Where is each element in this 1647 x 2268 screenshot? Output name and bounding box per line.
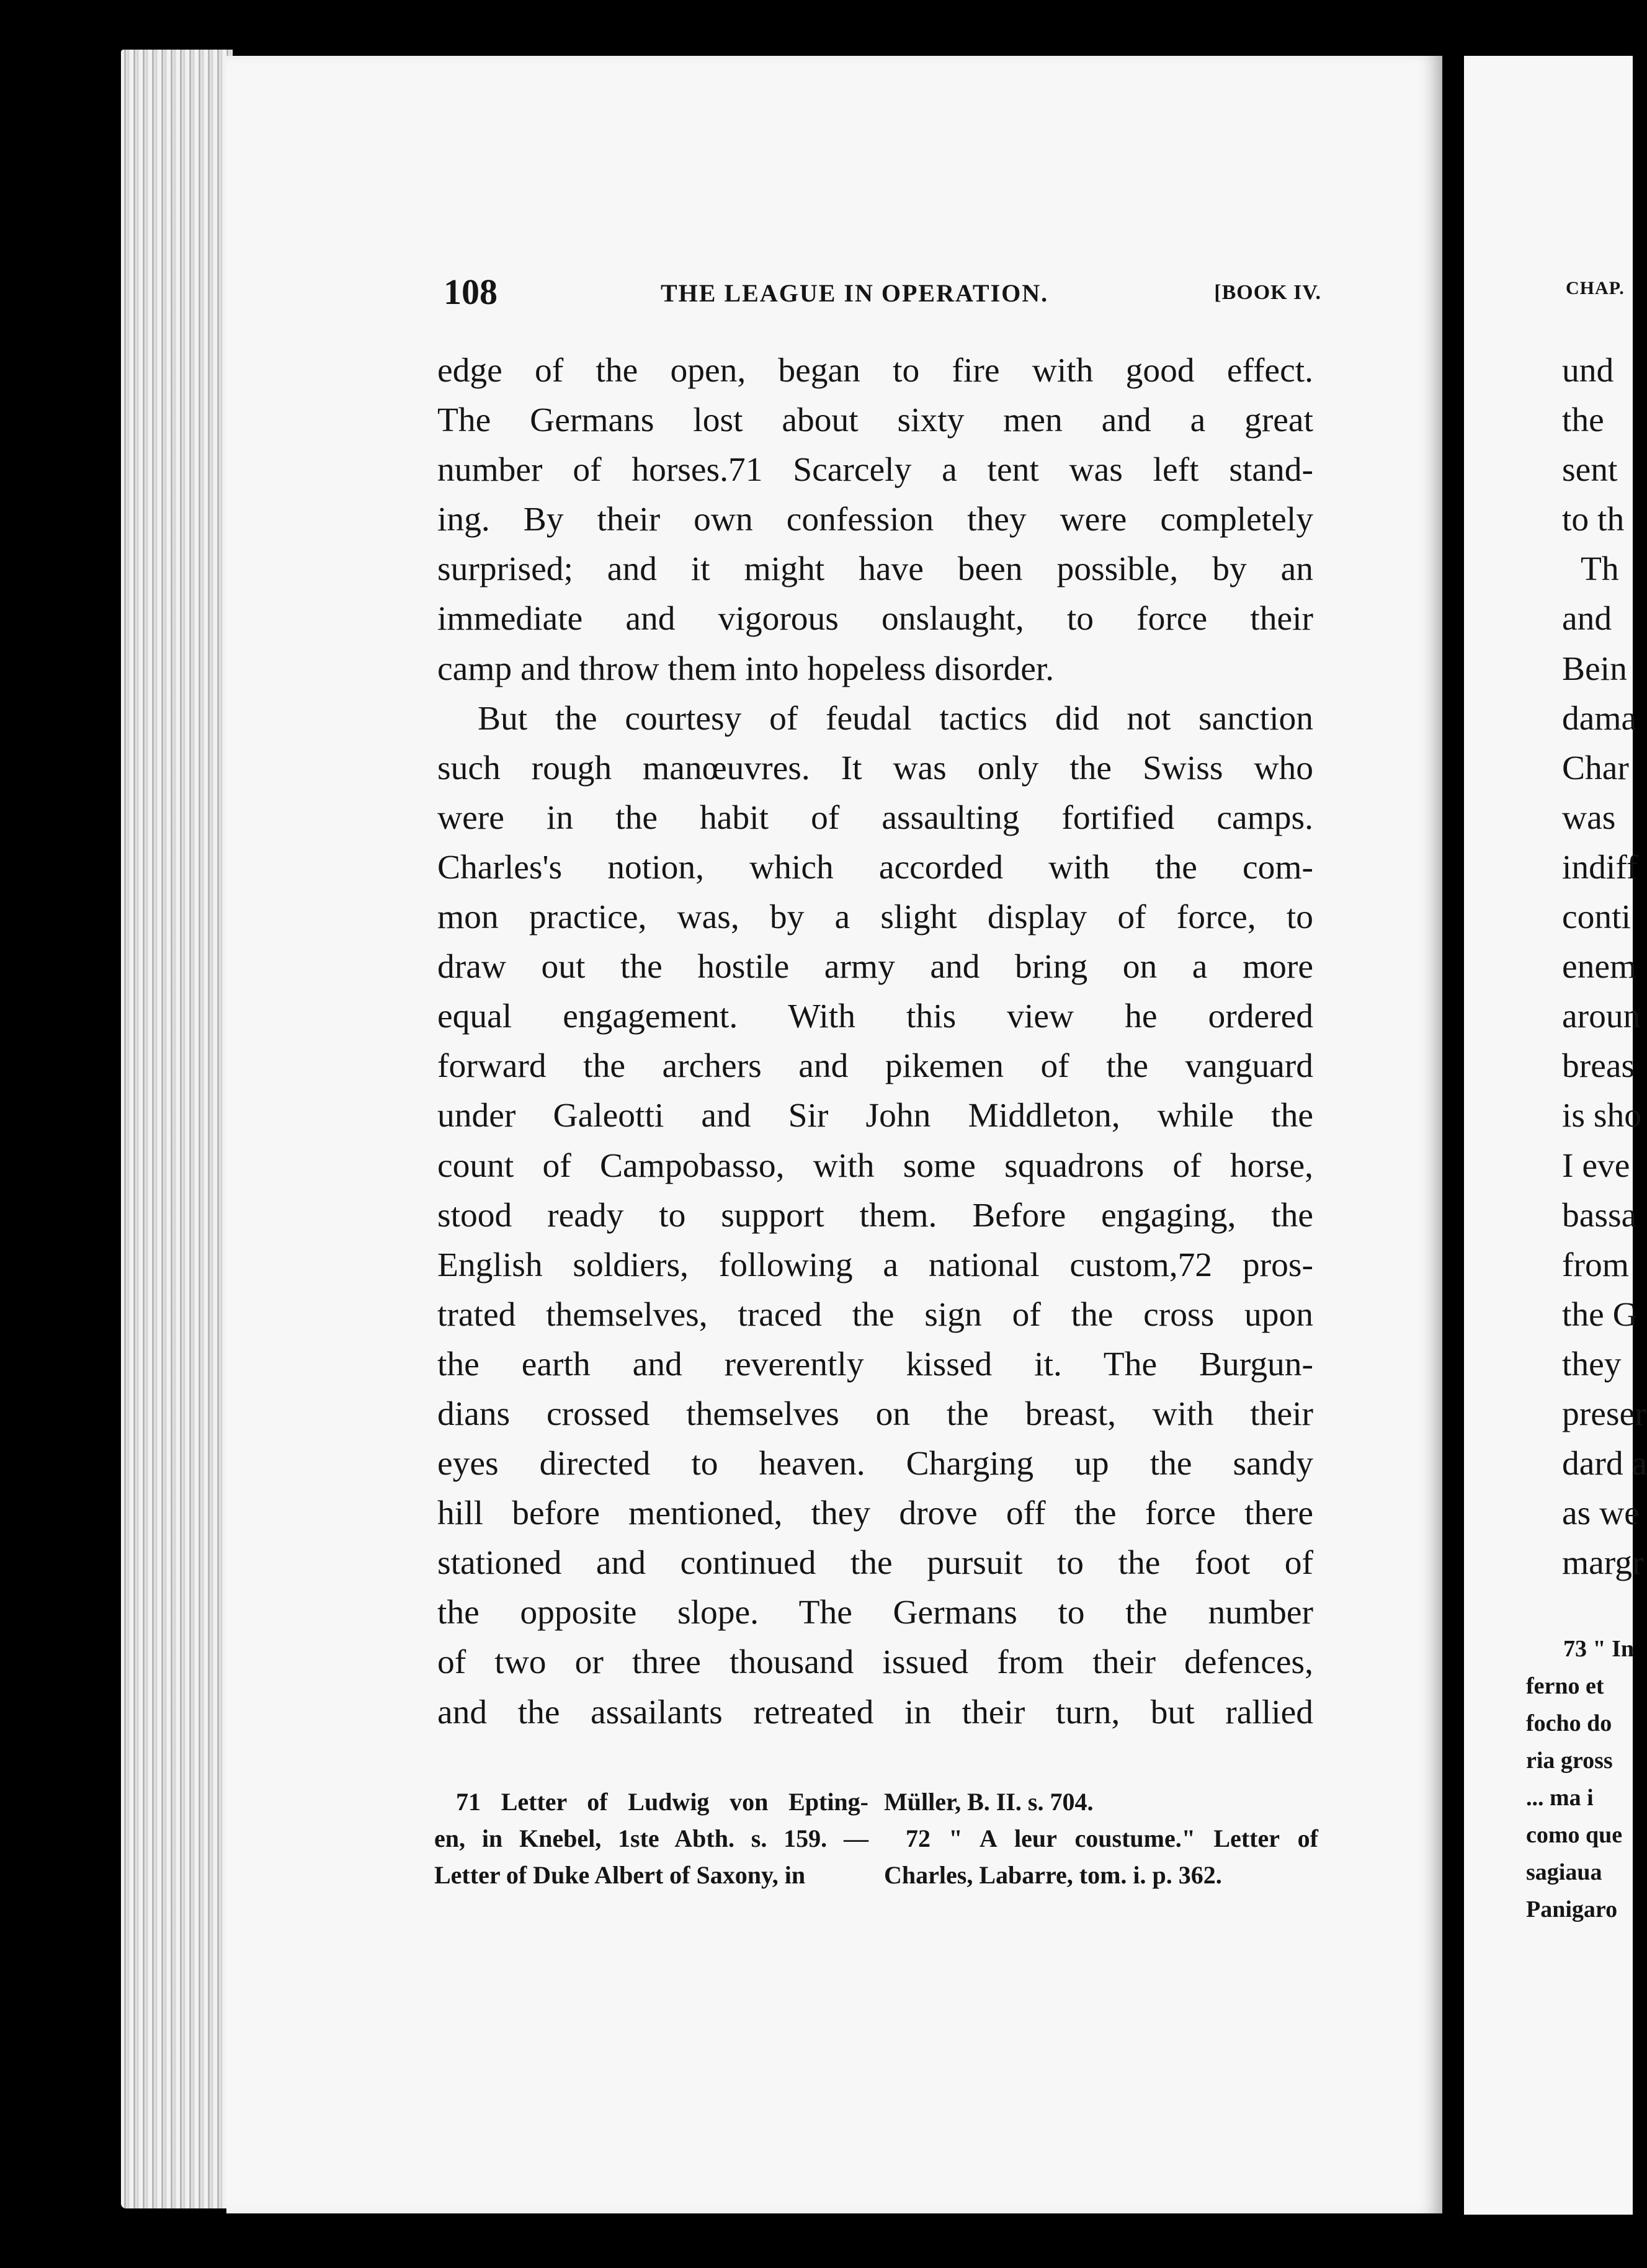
footnote-line: 71 Letter of Ludwig von Epting- <box>456 1788 868 1816</box>
footnotes-right-column <box>884 1784 1318 1893</box>
right-page-line: they <box>1562 1345 1622 1383</box>
text-line: count of Campobasso, with some squadrons of horse, <box>437 1146 1313 1185</box>
right-page-line: is sho <box>1562 1097 1641 1135</box>
page-edges <box>121 50 233 2208</box>
right-page-line: breas <box>1562 1047 1635 1086</box>
right-page-line: margr <box>1562 1544 1644 1583</box>
right-page-note-line: como que <box>1526 1822 1623 1848</box>
right-page-line: und <box>1562 352 1614 390</box>
footnote-line: 72 " A leur coustume." Letter of <box>906 1824 1318 1852</box>
right-page-note-line: ferno et <box>1526 1673 1604 1699</box>
book-gutter <box>1442 56 1448 2215</box>
right-page-line: enem <box>1562 948 1637 986</box>
text-line: forward the archers and pikemen of the vanguard <box>437 1047 1313 1086</box>
right-page-line: as we <box>1562 1494 1640 1533</box>
right-page-note-line: focho do <box>1526 1710 1612 1736</box>
footnote-line: Müller, B. II. s. 704. <box>884 1788 1094 1816</box>
text-line: mon practice, was, by a slight display of force, to <box>437 898 1313 937</box>
right-page-line: and <box>1562 600 1612 638</box>
right-page-line: aroun <box>1562 998 1641 1036</box>
text-line: under Galeotti and Sir John Middleton, while the <box>437 1097 1313 1135</box>
running-header <box>444 270 1321 319</box>
text-line: edge of the open, began to fire with good effect. <box>437 352 1313 390</box>
right-page-line: Th <box>1581 550 1619 589</box>
text-line: of two or three thousand issued from their defences, <box>437 1643 1313 1682</box>
right-page-line: to th <box>1562 501 1625 539</box>
right-page-note-line: ... ma i <box>1526 1785 1594 1811</box>
right-page-line: bassa <box>1562 1196 1637 1234</box>
text-line: The Germans lost about sixty men and a great <box>437 401 1313 440</box>
text-line: such rough manœuvres. It was only the Swiss who <box>437 749 1313 787</box>
text-line: the earth and reverently kissed it. The Burgun- <box>437 1345 1313 1383</box>
right-page-notes <box>1526 1630 1634 1928</box>
text-line: immediate and vigorous onslaught, to force their <box>437 600 1313 638</box>
text-line: the opposite slope. The Germans to the number <box>437 1594 1313 1632</box>
text-line: dians crossed themselves on the breast, with their <box>437 1395 1313 1433</box>
text-line: eyes directed to heaven. Charging up the sandy <box>437 1445 1313 1483</box>
text-line: draw out the hostile army and bring on a more <box>437 948 1313 986</box>
text-line: stood ready to support them. Before engaging, the <box>437 1196 1313 1234</box>
body-text <box>437 346 1313 1738</box>
right-page-line: I eve <box>1562 1146 1630 1185</box>
book-reference: [BOOK IV. <box>1214 281 1321 304</box>
right-page-header: CHAP. <box>1566 278 1625 298</box>
text-line: English soldiers, following a national custom,72 pros- <box>437 1246 1313 1284</box>
paragraph-start: But the courtesy of feudal tactics did not sanction <box>478 699 1313 738</box>
footnote-line: Charles, Labarre, tom. i. p. 362. <box>884 1861 1222 1889</box>
footnotes-left-column <box>434 1784 868 1893</box>
text-line: surprised; and it might have been possible, by an <box>437 550 1313 589</box>
right-page-line: Bein <box>1562 650 1627 688</box>
text-line: ing. By their own confession they were completely <box>437 501 1313 539</box>
text-line: hill before mentioned, they drove off the force there <box>437 1494 1313 1533</box>
text-line: camp and throw them into hopeless disorder. <box>437 650 1055 688</box>
text-line: equal engagement. With this view he ordered <box>437 998 1313 1036</box>
text-line: number of horses.71 Scarcely a tent was left stand- <box>437 451 1313 489</box>
text-line: stationed and continued the pursuit to the foot of <box>437 1544 1313 1583</box>
right-page-line: sent <box>1562 451 1618 489</box>
right-page-note-line: sagiaua <box>1526 1859 1602 1885</box>
right-page-note-line: 73 " In <box>1563 1636 1635 1662</box>
right-page-text <box>1562 346 1647 1588</box>
right-page-line: indiff <box>1562 848 1638 886</box>
right-page-line: was <box>1562 798 1616 837</box>
right-page-note-line: Panigaro <box>1526 1896 1618 1922</box>
text-line: were in the habit of assaulting fortified camps. <box>437 798 1313 837</box>
footnote-line: Letter of Duke Albert of Saxony, in <box>434 1861 806 1889</box>
right-page-line: the <box>1562 401 1604 440</box>
text-line: Charles's notion, which accorded with the com- <box>437 848 1313 886</box>
running-title: THE LEAGUE IN OPERATION. <box>661 279 1049 307</box>
right-page-note-line: ria gross <box>1526 1748 1613 1774</box>
page-number: 108 <box>444 272 498 312</box>
right-page-line: from <box>1562 1246 1629 1284</box>
right-page-line: the G <box>1562 1295 1638 1334</box>
right-page-line: Char <box>1562 749 1629 787</box>
right-page-line: dard a <box>1562 1445 1647 1483</box>
right-page-line: dama <box>1562 699 1637 738</box>
footnote-line: en, in Knebel, 1ste Abth. s. 159. — <box>434 1824 868 1852</box>
text-line: trated themselves, traced the sign of the cross upon <box>437 1295 1313 1334</box>
right-page-line: preser <box>1562 1395 1646 1433</box>
text-line: and the assailants retreated in their turn, but rallied <box>437 1693 1313 1731</box>
right-page-line: conti <box>1562 898 1631 937</box>
